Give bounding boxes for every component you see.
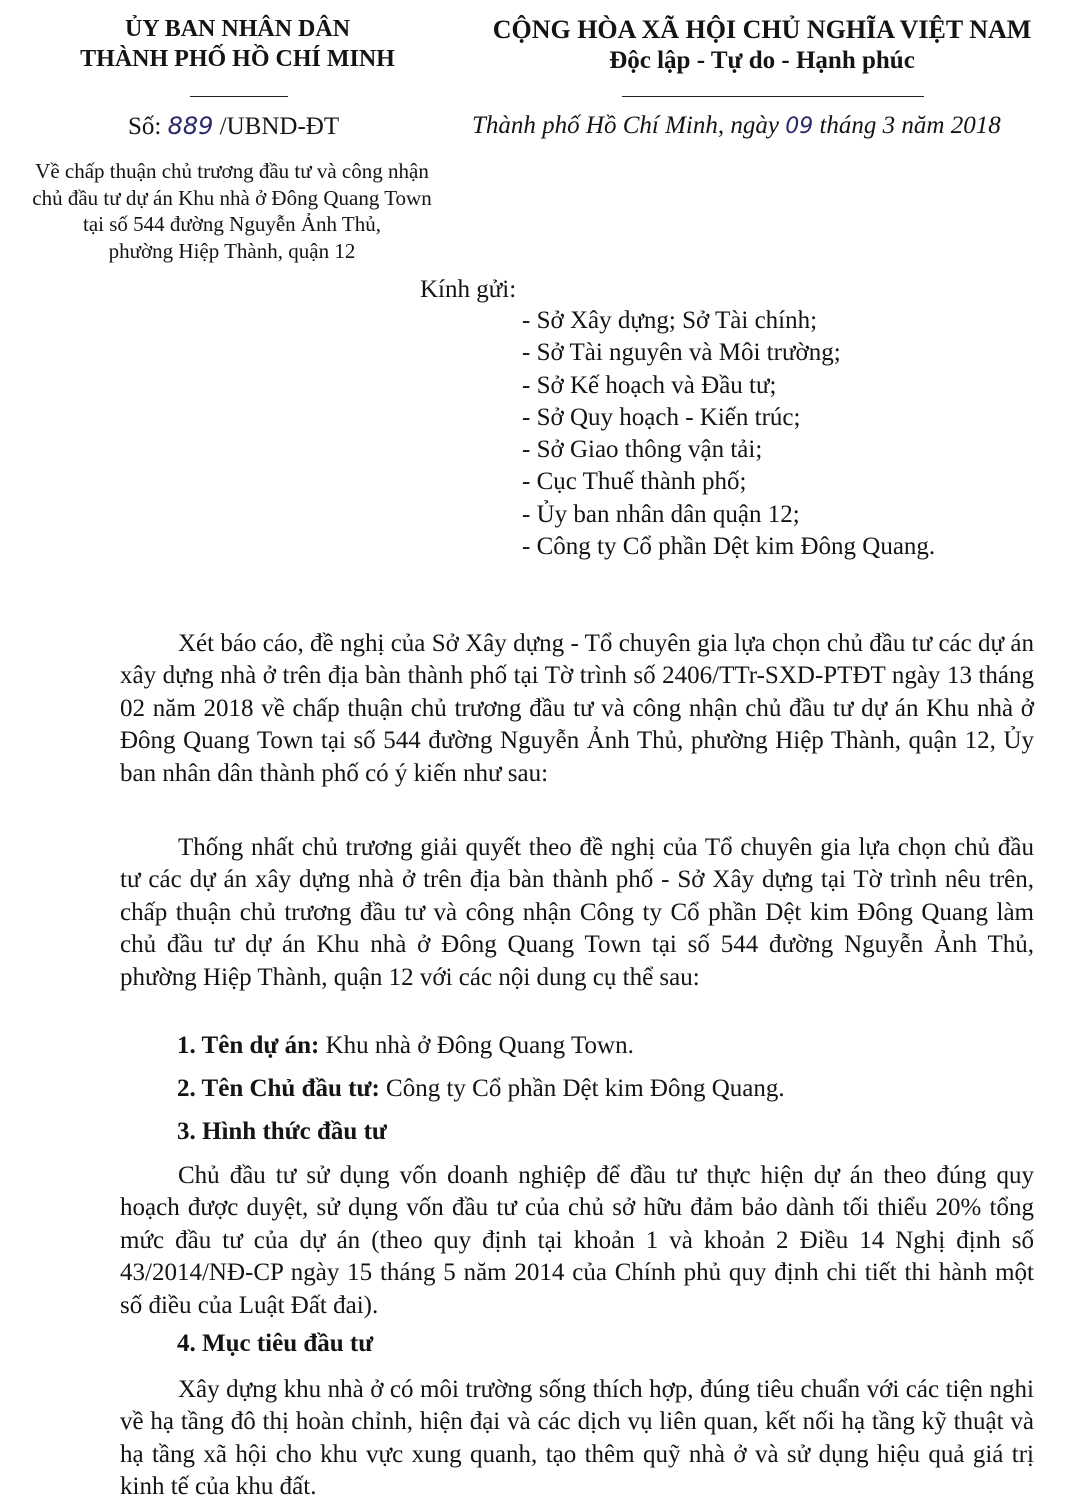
paragraph-text: Chủ đầu tư sử dụng vốn doanh nghiệp để đầu tư thực hiện dự án theo đúng quy hoạch được duyệt, sử dụng vốn đầu tư của chủ sở hữu đảm bảo dành tối thiểu 20% tổng mức đầu tư của dự án (theo quy định tại khoản 1 và khoản 2 Điều 14 Nghị định số 43/2014/NĐ-CP ngày 15 tháng 5 năm 2014 của Chính phủ quy định chi tiết thi hành một số điều của Luật Đất đai). (120, 1162, 1034, 1319)
doc-number-suffix: /UBND-ĐT (219, 113, 340, 140)
subject-line: Về chấp thuận chủ trương đầu tư và công nhận (35, 159, 429, 183)
item-investor (177, 1075, 785, 1103)
national-header (462, 14, 1062, 76)
item-label: 2. Tên Chủ đầu tư: (177, 1075, 380, 1102)
country-name: CỘNG HÒA XÃ HỘI CHỦ NGHĨA VIỆT NAM (492, 15, 1032, 44)
doc-number-prefix: Số: (128, 113, 162, 140)
authority-line-2: THÀNH PHỐ HỒ CHÍ MINH (80, 46, 395, 72)
doc-number-handwritten: 889 (167, 112, 214, 140)
recipients-label: Kính gửi: (420, 276, 517, 303)
recipients-list (522, 305, 935, 563)
date-line (472, 112, 1001, 140)
national-motto: Độc lập - Tự do - Hạnh phúc (609, 47, 915, 74)
body-paragraph-4 (120, 1374, 1034, 1504)
recipient-item: - Cục Thuế thành phố; (522, 468, 747, 496)
subject-line: tại số 544 đường Nguyễn Ảnh Thủ, (83, 212, 381, 236)
item-investment-form-heading: 3. Hình thức đầu tư (177, 1118, 387, 1145)
recipient-item: - Sở Kế hoạch và Đầu tư; (522, 371, 777, 399)
recipient-item: - Sở Quy hoạch - Kiến trúc; (522, 403, 801, 431)
motto-underline (622, 96, 924, 97)
item-label: 1. Tên dự án: (177, 1032, 320, 1059)
item-project-name (177, 1032, 634, 1060)
recipient-item: - Sở Xây dựng; Sở Tài chính; (522, 307, 818, 334)
recipient-item: - Sở Tài nguyên và Môi trường; (522, 339, 841, 367)
body-paragraph-1 (120, 628, 1034, 790)
paragraph-text: Xây dựng khu nhà ở có môi trường sống thích hợp, đúng tiêu chuẩn với các tiện nghi về hạ tầng đô thị hoàn chỉnh, hiện đại và các dịch vụ liên quan, kết nối hạ tầng kỹ thuật và hạ tầng xã hội cho khu vực xung quanh, tạo thêm quỹ nhà ở và sử dụng hiệu quả giá trị kinh tế của khu đất. (120, 1376, 1034, 1501)
recipient-item: - Ủy ban nhân dân quận 12; (522, 500, 800, 528)
body-paragraph-3 (120, 1160, 1034, 1322)
body-paragraph-2 (120, 832, 1034, 994)
item-investment-goal-heading: 4. Mục tiêu đầu tư (177, 1330, 374, 1357)
authority-underline (190, 96, 288, 97)
recipient-item: - Sở Giao thông vận tải; (522, 436, 763, 464)
recipient-item: - Công ty Cổ phần Dệt kim Đông Quang. (522, 533, 936, 561)
subject-line: phường Hiệp Thành, quận 12 (108, 238, 356, 263)
subject-line: chủ đầu tư dự án Khu nhà ở Đông Quang Town (32, 185, 432, 210)
date-suffix: tháng 3 năm 2018 (819, 112, 1001, 139)
document-number (128, 112, 339, 141)
authority-line-1: ỦY BAN NHÂN DÂN (124, 16, 351, 42)
date-prefix: Thành phố Hồ Chí Minh, ngày (472, 112, 779, 139)
item-value: Công ty Cổ phần Dệt kim Đông Quang. (379, 1075, 785, 1102)
item-value: Khu nhà ở Đông Quang Town. (319, 1032, 634, 1059)
paragraph-text: Xét báo cáo, đề nghị của Sở Xây dựng - Tổ chuyên gia lựa chọn chủ đầu tư các dự án xây dựng nhà ở trên địa bàn thành phố tại Tờ trình số 2406/TTr-SXD-PTĐT ngày 13 tháng 02 năm 2018 về chấp thuận chủ trương đầu tư và công nhận chủ đầu tư dự án Khu nhà ở Đông Quang Town tại số 544 đường Nguyễn Ảnh Thủ, phường Hiệp Thành, quận 12, Ủy ban nhân dân thành phố có ý kiến như sau: (120, 630, 1034, 787)
issuing-authority (40, 14, 435, 74)
date-day-handwritten: 09 (785, 114, 814, 139)
subject (8, 158, 456, 264)
paragraph-text: Thống nhất chủ trương giải quyết theo đề nghị của Tổ chuyên gia lựa chọn chủ đầu tư các dự án xây dựng nhà ở trên địa bàn thành phố - Sở Xây dựng tại Tờ trình nêu trên, chấp thuận chủ trương đầu tư và công nhận Công ty Cổ phần Dệt kim Đông Quang làm chủ đầu tư dự án Khu nhà ở Đông Quang Town tại số 544 đường Nguyễn Ảnh Thủ, phường Hiệp Thành, quận 12 với các nội dung cụ thể sau: (120, 834, 1034, 991)
